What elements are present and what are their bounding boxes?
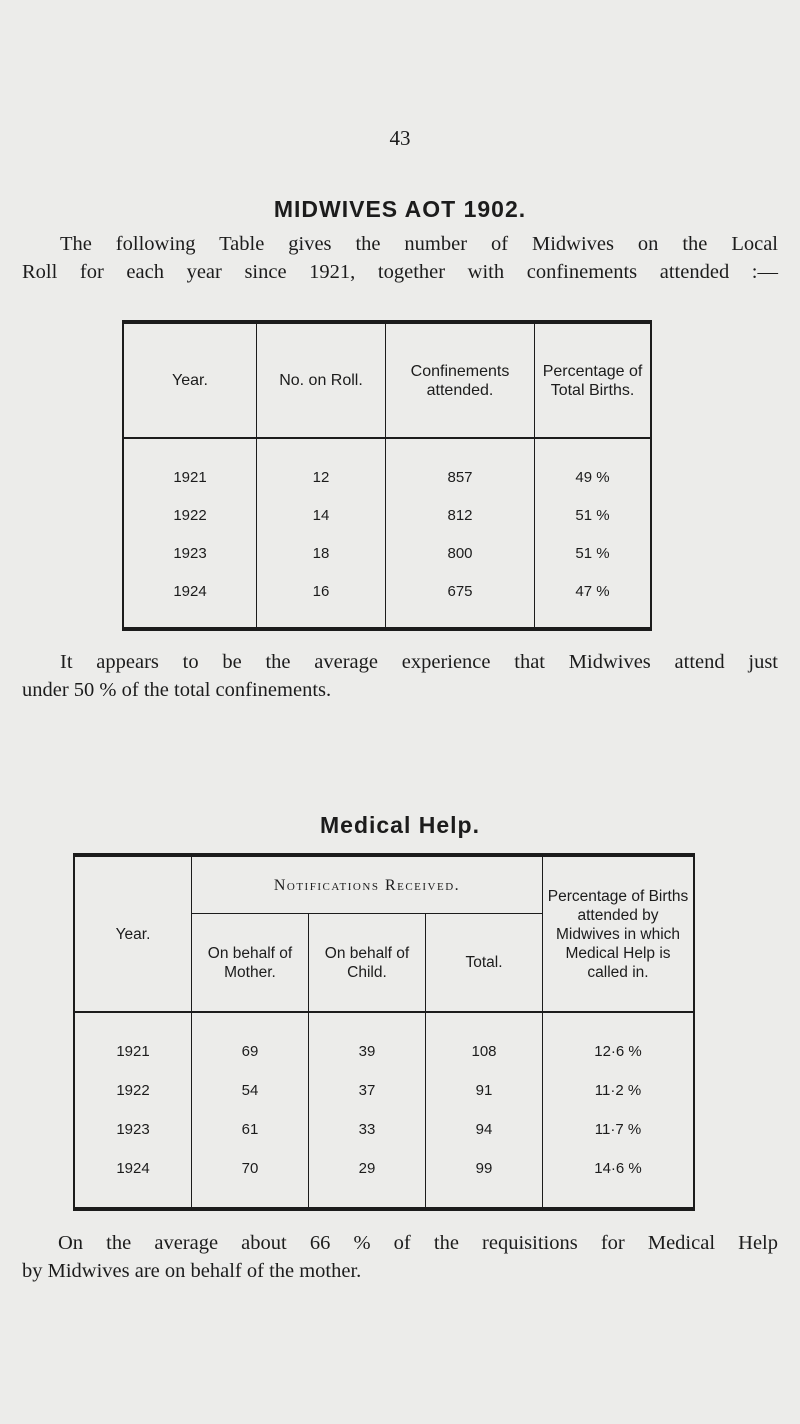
cell-percentage: 51 % bbox=[575, 544, 610, 562]
cell-roll: 14 bbox=[257, 496, 386, 534]
section-title-medical-help: Medical Help. bbox=[320, 812, 480, 838]
table-row bbox=[123, 534, 651, 572]
cell-child: 39 bbox=[309, 1012, 426, 1071]
header-no-on-roll: No. on Roll. bbox=[257, 322, 386, 438]
cell-confinements: 800 bbox=[386, 534, 535, 572]
header-total: Total. bbox=[426, 914, 543, 1013]
table-row bbox=[74, 1012, 694, 1071]
cell-child: 33 bbox=[309, 1110, 426, 1149]
header-percentage: Percentage of Total Births. bbox=[535, 322, 652, 438]
cell-year: 1922 bbox=[123, 496, 257, 534]
table-row bbox=[74, 1149, 694, 1209]
table-row bbox=[123, 438, 651, 496]
header-notifications-received: Notifications Received. bbox=[192, 855, 543, 914]
table-row bbox=[74, 1110, 694, 1149]
header-on-behalf-of-child: On behalf of Child. bbox=[309, 914, 426, 1013]
cell-confinements: 857 bbox=[386, 438, 535, 496]
cell-year: 1924 bbox=[74, 1149, 192, 1209]
cell-child: 29 bbox=[309, 1149, 426, 1209]
table-row bbox=[123, 572, 651, 629]
cell-percentage: 11·2 % bbox=[594, 1082, 642, 1099]
cell-child: 37 bbox=[309, 1071, 426, 1110]
cell-roll: 16 bbox=[257, 572, 386, 629]
header-percentage-medical-help: Percentage of Births attended by Midwives in which Medical Help is called in. bbox=[543, 855, 695, 1012]
cell-mother: 69 bbox=[192, 1012, 309, 1071]
cell-confinements: 812 bbox=[386, 496, 535, 534]
section-title-midwives-act: MIDWIVES AOT 1902. bbox=[273, 196, 527, 222]
cell-year: 1924 bbox=[123, 572, 257, 629]
intro-paragraph bbox=[22, 230, 778, 286]
cell-year: 1922 bbox=[74, 1071, 192, 1110]
cell-roll: 12 bbox=[257, 438, 386, 496]
table-row bbox=[74, 1071, 694, 1110]
cell-total: 99 bbox=[426, 1149, 543, 1209]
header-year: Year. bbox=[74, 855, 192, 1012]
intro-line: Roll for each year since 1921, together with confinements attended :— bbox=[22, 261, 778, 283]
cell-percentage: 49 % bbox=[575, 468, 610, 486]
cell-roll: 18 bbox=[257, 534, 386, 572]
conclusion-line: On the average about 66 % of the requisitions for Medical Help bbox=[58, 1232, 778, 1254]
midwives-roll-table bbox=[122, 320, 652, 631]
midwives-conclusion-paragraph bbox=[22, 648, 778, 704]
medical-help-conclusion-paragraph bbox=[22, 1229, 778, 1285]
intro-line: The following Table gives the number of Midwives on the Local bbox=[60, 233, 778, 255]
cell-total: 94 bbox=[426, 1110, 543, 1149]
cell-year: 1921 bbox=[123, 438, 257, 496]
medical-help-table bbox=[73, 853, 695, 1211]
cell-mother: 70 bbox=[192, 1149, 309, 1209]
cell-year: 1921 bbox=[74, 1012, 192, 1071]
conclusion-line: under 50 % of the total confinements. bbox=[22, 679, 332, 701]
cell-percentage: 11·7 % bbox=[594, 1121, 642, 1138]
header-confinements: Confinements attended. bbox=[386, 322, 535, 438]
table-row bbox=[123, 496, 651, 534]
cell-mother: 54 bbox=[192, 1071, 309, 1110]
cell-total: 108 bbox=[426, 1012, 543, 1071]
cell-year: 1923 bbox=[123, 534, 257, 572]
cell-percentage: 47 % bbox=[575, 582, 610, 600]
cell-confinements: 675 bbox=[386, 572, 535, 629]
conclusion-line: It appears to be the average experience that Midwives attend just bbox=[60, 651, 778, 673]
header-on-behalf-of-mother: On behalf of Mother. bbox=[192, 914, 309, 1013]
cell-percentage: 51 % bbox=[575, 506, 610, 524]
cell-percentage: 14·6 % bbox=[594, 1160, 642, 1177]
page-number: 43 bbox=[389, 126, 411, 150]
cell-year: 1923 bbox=[74, 1110, 192, 1149]
header-year: Year. bbox=[123, 322, 257, 438]
cell-mother: 61 bbox=[192, 1110, 309, 1149]
cell-total: 91 bbox=[426, 1071, 543, 1110]
cell-percentage: 12·6 % bbox=[594, 1043, 642, 1060]
conclusion-line: by Midwives are on behalf of the mother. bbox=[22, 1260, 362, 1282]
